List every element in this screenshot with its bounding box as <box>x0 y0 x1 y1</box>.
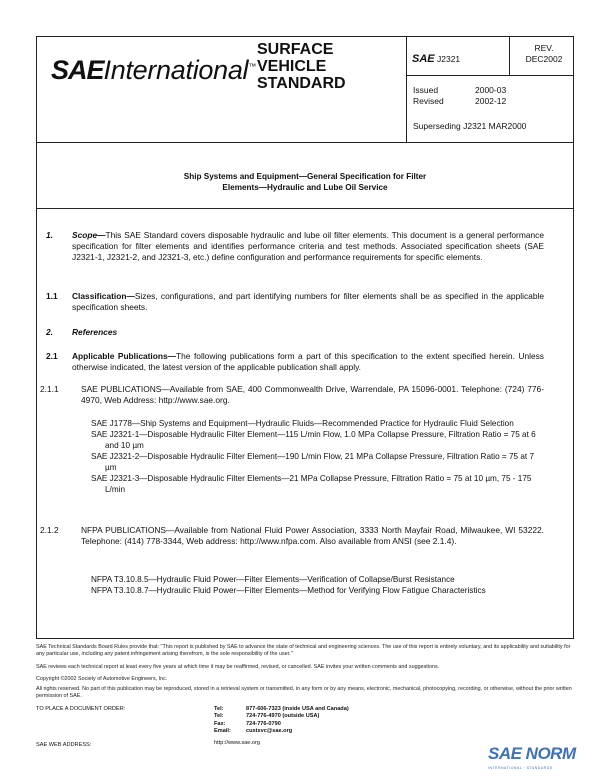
section-number: 2. <box>46 327 53 337</box>
section-text: This SAE Standard covers disposable hydraulic and lube oil filter elements. This document is a general performance specification for filter elements and identifies performance criteria and test methods. Associated specification sheets (SAE J2321-1, J2321-2, and J2321-3, etc.) define configuration and performance requirements for specific elements. <box>72 230 544 263</box>
doc-sae-mark: SAE <box>412 53 435 65</box>
reference-item: NFPA T3.10.8.7—Hydraulic Fluid Power—Filter Elements—Method for Verifying Flow Fatigue Characteristics <box>91 586 486 595</box>
web-address-label: SAE WEB ADDRESS: <box>36 742 92 748</box>
divider <box>406 37 407 142</box>
doc-number-value: J2321 <box>437 54 461 64</box>
section-heading: References <box>72 327 118 337</box>
issued-label: Issued <box>413 85 439 95</box>
section-number: 2.1 <box>46 351 58 361</box>
standard-type-line: STANDARD <box>257 75 346 92</box>
document-title <box>37 171 573 193</box>
contact-value: 724-776-0790 <box>246 720 281 727</box>
standard-type <box>257 41 346 92</box>
standard-type-line: SURFACE <box>257 41 334 58</box>
contact-value: 724-776-4970 (outside USA) <box>246 713 320 720</box>
contact-label: Tel: <box>214 706 224 712</box>
rev-value: DEC2002 <box>525 54 563 64</box>
footer-rights-text: All rights reserved. No part of this publication may be reproduced, stored in a retrieval system or transmitted, in any form or by any means, electronic, mechanical, photocopying, recording, or otherwise, without the prior written permission of SAE. <box>36 686 572 699</box>
contact-value: custsvc@sae.org <box>246 727 293 734</box>
document-number <box>412 53 460 65</box>
divider <box>509 37 510 75</box>
revision-box <box>515 43 573 65</box>
section-applicable-publications <box>72 351 544 373</box>
contact-label: Email: <box>214 727 231 734</box>
title-line: Ship Systems and Equipment—General Specification for Filter <box>183 172 427 181</box>
nfpa-publications-text: NFPA PUBLICATIONS—Available from National Fluid Power Association, 3333 North Mayfair Road, Milwaukee, WI 53222. Telephone: (414) 778-3344, Web address: http://www.nfpa.com. Also available from ANSI (see 2.1.4). <box>81 525 544 547</box>
reference-item: SAE J2321-1—Disposable Hydraulic Filter Element—115 L/min Flow, 1.0 MPa Collapse Pressure, Filtration Ratio = 75 at 6 and 10 µm <box>91 430 536 450</box>
revised-value: 2002-12 <box>475 96 507 106</box>
section-text: Sizes, configurations, and part identifying numbers for filter elements shall be as specified in the applicable specification sheets. <box>72 291 544 313</box>
brand-subtitle: INTERNATIONAL · STANDARDS <box>488 766 553 770</box>
web-address-link[interactable]: http://www.sae.org <box>214 740 261 746</box>
title-box <box>36 143 574 209</box>
section-heading: Classification— <box>72 291 135 301</box>
reference-item: NFPA T3.10.8.5—Hydraulic Fluid Power—Filter Elements—Verification of Collapse/Burst Resistance <box>91 575 455 584</box>
nfpa-reference-list <box>91 574 539 596</box>
title-line: Elements—Hydraulic and Lube Oil Service <box>222 183 388 192</box>
sae-international-logo <box>51 55 256 86</box>
sae-reference-list <box>91 418 539 495</box>
dates-block <box>413 85 506 107</box>
contact-values <box>246 706 426 735</box>
section-heading: Scope— <box>72 230 106 240</box>
issued-value: 2000-03 <box>475 85 507 95</box>
divider <box>406 75 574 76</box>
footer-review-text: SAE reviews each technical report at least every five years at which time it may be reaffirmed, revised, or cancelled. SAE invites your written comments and suggestions. <box>36 664 440 670</box>
logo-tm: ™ <box>248 62 256 71</box>
reference-item: SAE J2321-2—Disposable Hydraulic Filter Element—190 L/min Flow, 21 MPa Collapse Pressure, Filtration Ratio = 75 at 7 µm <box>91 452 535 472</box>
footer-copyright: Copyright ©2002 Society of Automotive Engineers, Inc. <box>36 676 168 682</box>
section-number: 1.1 <box>46 291 58 301</box>
logo-sae-text: SAE <box>51 55 104 85</box>
sae-norm-logo <box>488 742 592 774</box>
revised-label: Revised <box>413 96 444 106</box>
document-header <box>36 36 574 143</box>
footer-policy-text: SAE Technical Standards Board Rules provide that: "This report is published by SAE to advance the state of technical and engineering sciences. The use of this report is entirely voluntary, and its applicability and suitability for any particular use, including any patent infringement arising therefrom, is the sole responsibility of the user." <box>36 644 571 657</box>
standard-type-line: VEHICLE <box>257 58 327 75</box>
section-text: The following publications form a part of this specification to the extent specified herein. Unless otherwise indicated, the latest version of the applicable publication shall apply. <box>72 351 544 373</box>
section-number: 2.1.1 <box>40 384 59 394</box>
section-number: 1. <box>46 230 53 240</box>
contact-label: Fax: <box>214 720 226 727</box>
reference-item: SAE J2321-3—Disposable Hydraulic Filter Elements—21 MPa Collapse Pressure, Filtration Ratio = 75 at 10 µm, 75 - 175 L/min <box>91 474 532 494</box>
rev-label: REV. <box>534 43 554 53</box>
contact-value: 877-606-7323 (inside USA and Canada) <box>246 706 349 712</box>
superseding-text: Superseding J2321 MAR2000 <box>413 121 527 131</box>
reference-item: SAE J1778—Ship Systems and Equipment—Hydraulic Fluids—Recommended Practice for Hydraulic Fluid Selection <box>91 419 514 428</box>
section-scope <box>72 230 544 264</box>
brand-name: SAE NORM <box>488 744 576 763</box>
contact-label: Tel: <box>214 713 224 720</box>
logo-international-text: International <box>103 55 249 85</box>
sae-publications-text: SAE PUBLICATIONS—Available from SAE, 400 Commonwealth Drive, Warrendale, PA 15096-0001. Telephone: (724) 776-4970, Web Address: http://www.sae.org. <box>81 384 544 406</box>
order-label: TO PLACE A DOCUMENT ORDER: <box>36 706 126 712</box>
section-number: 2.1.2 <box>40 525 59 535</box>
section-heading: Applicable Publications— <box>72 351 177 361</box>
section-classification <box>72 291 544 313</box>
